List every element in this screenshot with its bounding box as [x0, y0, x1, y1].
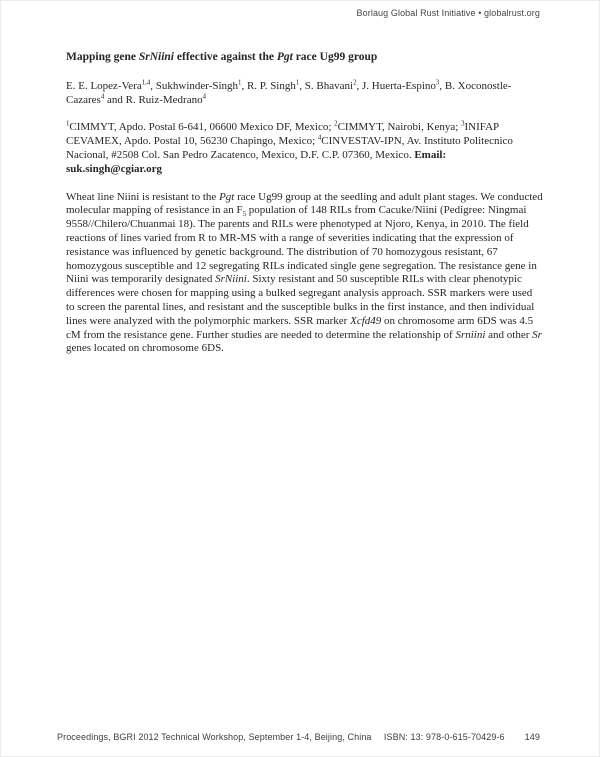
abstract-paragraph: Wheat line Niini is resistant to the Pgt race Ug99 group at the seedling and adult plant stages. We conducted molecular mapping of resistance in an $F_5$ population of 148 RILs from Cacuke/Niini (Pedigree: Ningmai 9558//Chilero/Chuanmai 18). The parents and RILs were phenotyped at Njoro, Kenya, in 2010. The field reactions of lines varied from R to MR-MS with a range of severities indicating that the expression of resistance was influenced by genetic background. The distribution of 70 homozygous resistant, 67 homozygous susceptible and 12 segregating RILs indicated single gene segregation. The resistance gene in Niini was temporarily designated SrNiini. Sixty resistant and 50 susceptible RILs with clear phenotypic differences were chosen for mapping using a bulked segregant analysis approach. SSR markers were used to screen the parental lines, and resistant and the susceptible bulks in the first instance, and then individual lines were analyzed with the polymorphic markers. SSR marker Xcfd49 on chromosome arm 6DS was 4.5 cM from the resistance gene. Further studies are needed to determine the relationship of Srniini and other Sr genes located on chromosome 6DS. [66, 190, 543, 355]
authors-line: E. E. Lopez-Vera$^{1,4}$, Sukhwinder-Singh$^1$, R. P. Singh$^1$, S. Bhavani$^2$, J. Huerta-Espino$^3$, B. Xoconostle-Cazares$^4$ and R. Ruiz-Medrano$^4$ [66, 79, 512, 106]
footer-isbn: ISBN: 13: 978-0-615-70429-6 [383, 732, 505, 742]
footer-proceedings: Proceedings, BGRI 2012 Technical Workshop, September 1-4, Beijing, China [57, 732, 372, 742]
footer-page-number: 149 [524, 732, 540, 742]
page-footer [57, 732, 540, 742]
article-title: Mapping gene SrNiini effective against the Pgt race Ug99 group [66, 51, 378, 63]
journal-header: Borlaug Global Rust Initiative • globalrust.org [356, 8, 540, 18]
article-body [66, 51, 543, 356]
affiliations-block: $^1$CIMMYT, Apdo. Postal 6-641, 06600 Mexico DF, Mexico; $^2$CIMMYT, Nairobi, Kenya; $^3$INIFAP CEVAMEX, Apdo. Postal 10, 56230 Chapingo, Mexico; $^4$CINVESTAV-IPN, Av. Instituto Politecnico Nacional, #2508 Col. San Pedro Zacatenco, Mexico, D.F. C.P. 07360, Mexico. Email: suk.singh@cgiar.org [66, 120, 513, 175]
